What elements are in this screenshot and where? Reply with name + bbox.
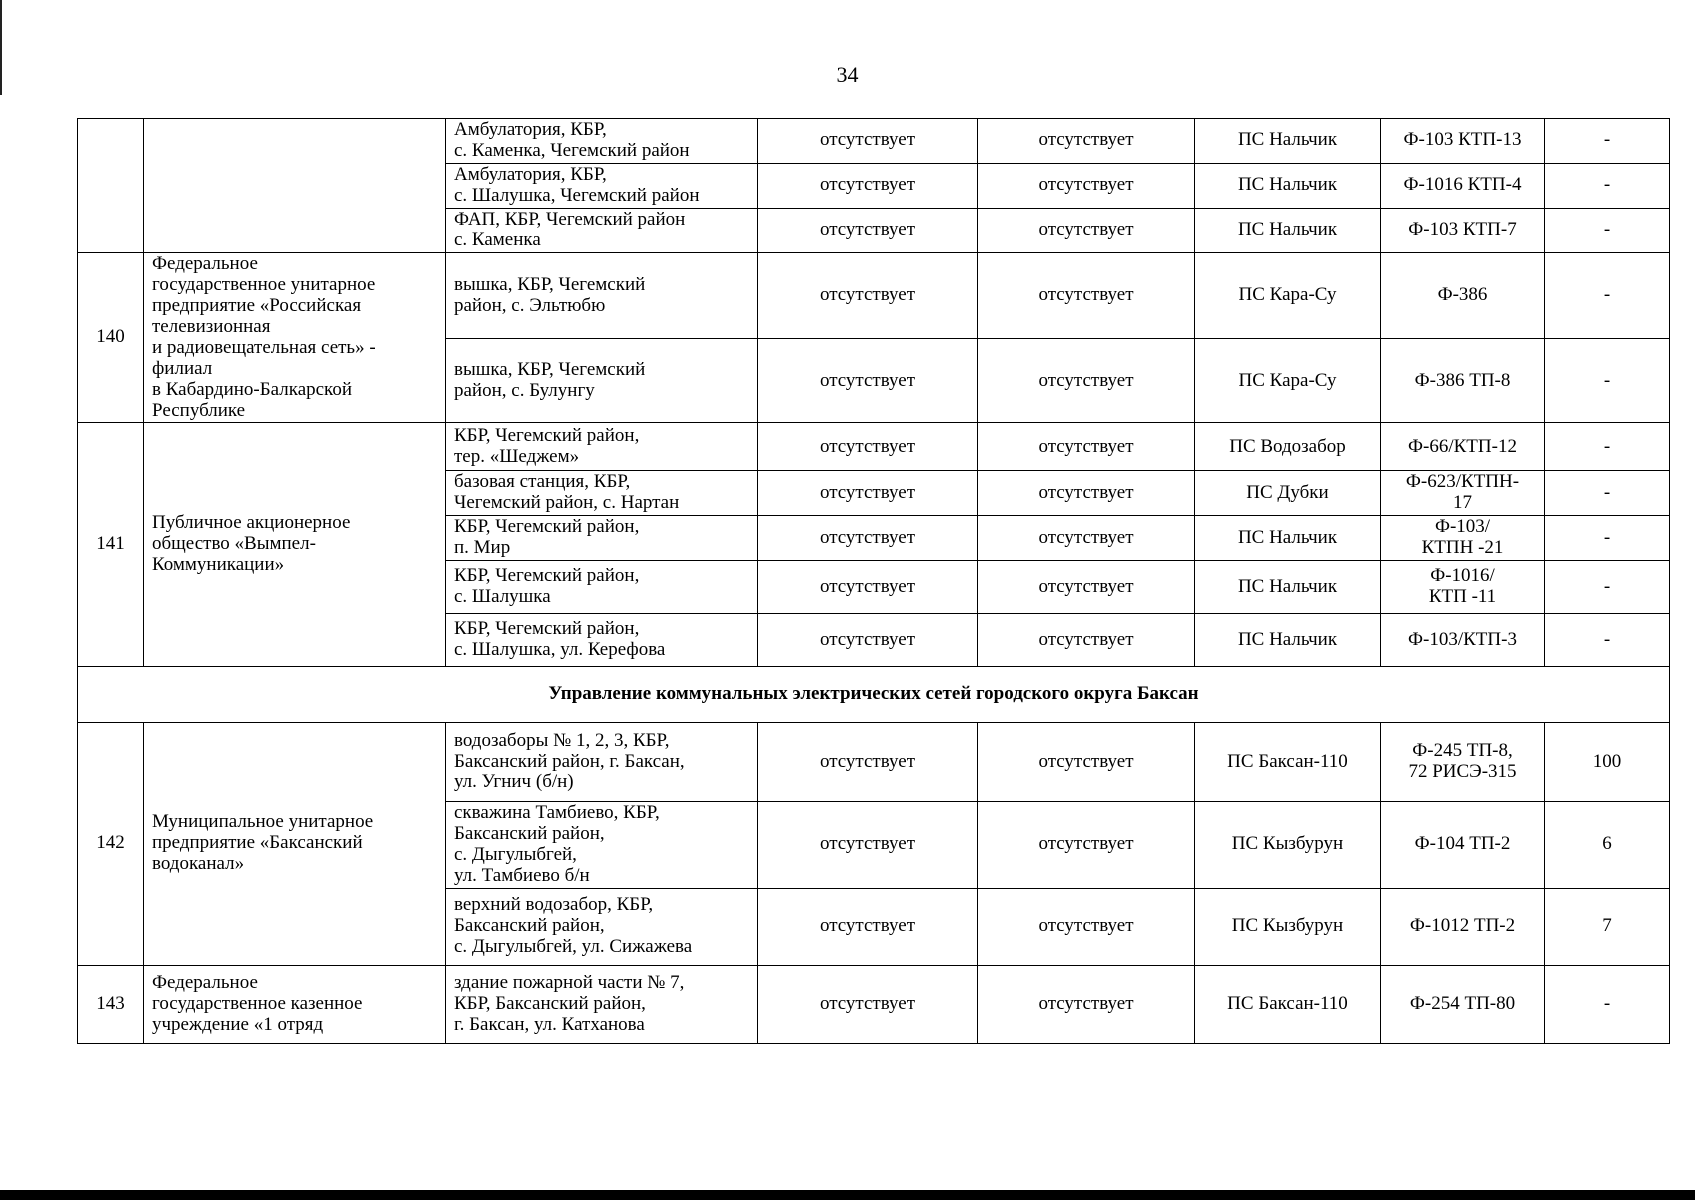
object-cell: здание пожарной части № 7, КБР, Баксанский район, г. Баксан, ул. Катханова [446,965,758,1043]
substation-cell: ПС Баксан-110 [1195,723,1381,802]
substation-cell: ПС Водозабор [1195,423,1381,471]
organization-cell: Муниципальное унитарное предприятие «Баксанский водоканал» [144,723,446,966]
feeder-cell: Ф-1012 ТП-2 [1381,888,1545,965]
value-cell: - [1545,253,1670,339]
status-cell: отсутствует [978,208,1195,253]
feeder-cell: Ф-254 ТП-80 [1381,965,1545,1043]
scan-bottom-bar [0,1190,1695,1200]
status-cell: отсутствует [978,163,1195,208]
organization-cell: Публичное акционерное общество «Вымпел- Коммуникации» [144,423,446,667]
status-cell: отсутствует [758,723,978,802]
substation-cell: ПС Нальчик [1195,561,1381,614]
organization-cell: Федеральное государственное казенное учреждение «1 отряд [144,965,446,1043]
feeder-cell: Ф-103 КТП-7 [1381,208,1545,253]
value-cell: - [1545,471,1670,516]
substation-cell: ПС Нальчик [1195,516,1381,561]
status-cell: отсутствует [978,614,1195,667]
object-cell: КБР, Чегемский район, с. Шалушка, ул. Керефова [446,614,758,667]
substation-cell: ПС Нальчик [1195,614,1381,667]
object-cell: ФАП, КБР, Чегемский район с. Каменка [446,208,758,253]
object-cell: КБР, Чегемский район, тер. «Шеджем» [446,423,758,471]
organization-cell [144,119,446,253]
status-cell: отсутствует [978,423,1195,471]
value-cell: - [1545,423,1670,471]
status-cell: отсутствует [978,561,1195,614]
feeder-cell: Ф-103/ КТПН -21 [1381,516,1545,561]
feeder-cell: Ф-103/КТП-3 [1381,614,1545,667]
status-cell: отсутствует [978,339,1195,423]
status-cell: отсутствует [978,253,1195,339]
substation-cell: ПС Баксан-110 [1195,965,1381,1043]
data-table [77,118,1670,1044]
table-row [78,423,1670,471]
feeder-cell: Ф-104 ТП-2 [1381,802,1545,889]
substation-cell: ПС Нальчик [1195,119,1381,164]
status-cell: отсутствует [758,888,978,965]
row-number-cell: 140 [78,253,144,423]
substation-cell: ПС Нальчик [1195,163,1381,208]
table-row [78,253,1670,339]
object-cell: вышка, КБР, Чегемский район, с. Булунгу [446,339,758,423]
substation-cell: ПС Кызбурун [1195,802,1381,889]
feeder-cell: Ф-386 [1381,253,1545,339]
value-cell: - [1545,208,1670,253]
feeder-cell: Ф-245 ТП-8, 72 РИСЭ-315 [1381,723,1545,802]
page-number: 34 [836,62,859,87]
substation-cell: ПС Кызбурун [1195,888,1381,965]
status-cell: отсутствует [758,119,978,164]
status-cell: отсутствует [758,339,978,423]
object-cell: Амбулатория, КБР, с. Каменка, Чегемский район [446,119,758,164]
value-cell: 7 [1545,888,1670,965]
table-row [78,965,1670,1043]
object-cell: водозаборы № 1, 2, 3, КБР, Баксанский район, г. Баксан, ул. Угнич (б/н) [446,723,758,802]
object-cell: базовая станция, КБР, Чегемский район, с. Нартан [446,471,758,516]
value-cell: 6 [1545,802,1670,889]
value-cell: - [1545,965,1670,1043]
status-cell: отсутствует [978,802,1195,889]
substation-cell: ПС Кара-Су [1195,339,1381,423]
object-cell: КБР, Чегемский район, п. Мир [446,516,758,561]
object-cell: КБР, Чегемский район, с. Шалушка [446,561,758,614]
table-row [78,723,1670,802]
feeder-cell: Ф-66/КТП-12 [1381,423,1545,471]
section-title: Управление коммунальных электрических сетей городского округа Баксан [78,667,1670,723]
value-cell: - [1545,516,1670,561]
substation-cell: ПС Дубки [1195,471,1381,516]
row-number-cell: 143 [78,965,144,1043]
row-number-cell [78,119,144,253]
object-cell: вышка, КБР, Чегемский район, с. Эльтюбю [446,253,758,339]
substation-cell: ПС Нальчик [1195,208,1381,253]
feeder-cell: Ф-1016 КТП-4 [1381,163,1545,208]
status-cell: отсутствует [758,561,978,614]
table-row [78,667,1670,723]
value-cell: 100 [1545,723,1670,802]
status-cell: отсутствует [978,516,1195,561]
feeder-cell: Ф-1016/ КТП -11 [1381,561,1545,614]
table-body [78,119,1670,1044]
value-cell: - [1545,561,1670,614]
row-number-cell: 142 [78,723,144,966]
table-row [78,119,1670,164]
feeder-cell: Ф-386 ТП-8 [1381,339,1545,423]
feeder-cell: Ф-103 КТП-13 [1381,119,1545,164]
status-cell: отсутствует [758,965,978,1043]
status-cell: отсутствует [758,208,978,253]
status-cell: отсутствует [978,119,1195,164]
status-cell: отсутствует [978,888,1195,965]
status-cell: отсутствует [758,253,978,339]
row-number-cell: 141 [78,423,144,667]
status-cell: отсутствует [758,614,978,667]
status-cell: отсутствует [978,965,1195,1043]
status-cell: отсутствует [758,471,978,516]
value-cell: - [1545,119,1670,164]
value-cell: - [1545,339,1670,423]
status-cell: отсутствует [758,423,978,471]
object-cell: скважина Тамбиево, КБР, Баксанский район, с. Дыгулыбгей, ул. Тамбиево б/н [446,802,758,889]
feeder-cell: Ф-623/КТПН- 17 [1381,471,1545,516]
organization-cell: Федеральное государственное унитарное предприятие «Российская телевизионная и радиовещательная сеть» - филиал в Кабардино-Балкарской Республике [144,253,446,423]
status-cell: отсутствует [978,471,1195,516]
object-cell: Амбулатория, КБР, с. Шалушка, Чегемский район [446,163,758,208]
substation-cell: ПС Кара-Су [1195,253,1381,339]
status-cell: отсутствует [758,516,978,561]
value-cell: - [1545,614,1670,667]
status-cell: отсутствует [758,163,978,208]
value-cell: - [1545,163,1670,208]
status-cell: отсутствует [978,723,1195,802]
object-cell: верхний водозабор, КБР, Баксанский район, с. Дыгулыбгей, ул. Сижажева [446,888,758,965]
status-cell: отсутствует [758,802,978,889]
